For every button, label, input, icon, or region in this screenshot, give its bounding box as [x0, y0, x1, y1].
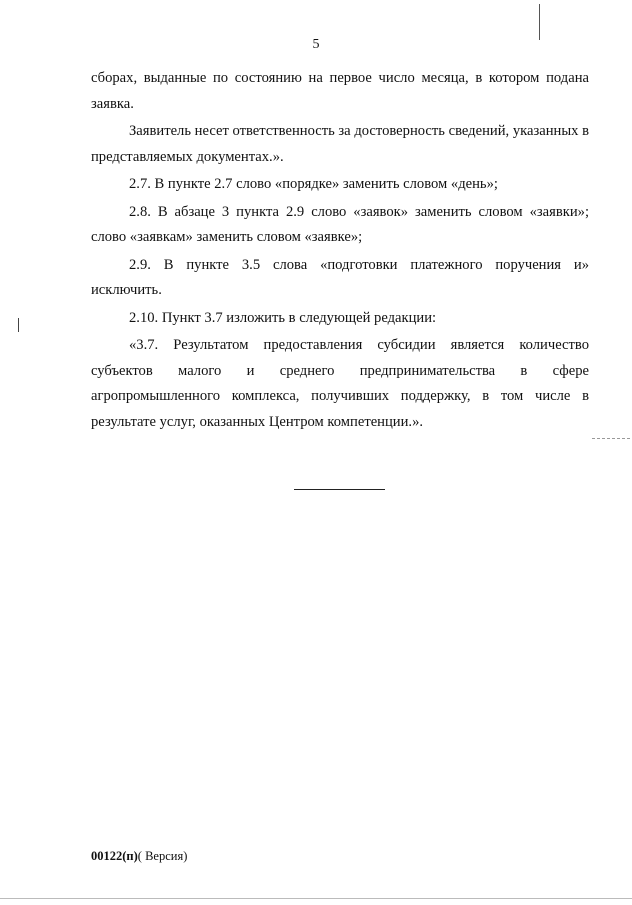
scan-artifact-line — [539, 4, 540, 40]
paragraph: 2.9. В пункте 3.5 слова «подготовки платежного поручения и» исключить. — [91, 256, 589, 298]
footer-document-code — [91, 849, 187, 864]
scan-bottom-edge — [0, 898, 632, 899]
footer-code-version: ( Версия) — [137, 849, 188, 863]
footer-code-number: 00122(п) — [91, 849, 138, 863]
document-body — [91, 66, 589, 437]
paragraph: «3.7. Результатом предоставления субсидии является количество субъектов малого и среднего предпринимательства в сфере агропромышленного комплекса, получивших поддержку, в том числе в результате услуг, оказанных Центром компетенции.». — [91, 337, 589, 430]
paragraph: 2.7. В пункте 2.7 слово «порядке» заменить словом «день»; — [129, 176, 498, 192]
paragraph: сборах, выданные по состоянию на первое число месяца, в котором подана заявка. — [91, 70, 589, 112]
paragraph: 2.8. В абзаце 3 пункта 2.9 слово «заявок» заменить словом «заявки»; слово «заявкам» заменить словом «заявке»; — [91, 203, 589, 245]
paragraph: 2.10. Пункт 3.7 изложить в следующей редакции: — [129, 309, 437, 326]
paragraph: Заявитель несет ответственность за достоверность сведений, указанных в представляемых документах.». — [91, 123, 589, 165]
scan-artifact-dash — [592, 438, 630, 439]
end-separator-line — [294, 489, 385, 490]
page-number: 5 — [312, 37, 320, 52]
scan-artifact-mark — [18, 318, 19, 332]
